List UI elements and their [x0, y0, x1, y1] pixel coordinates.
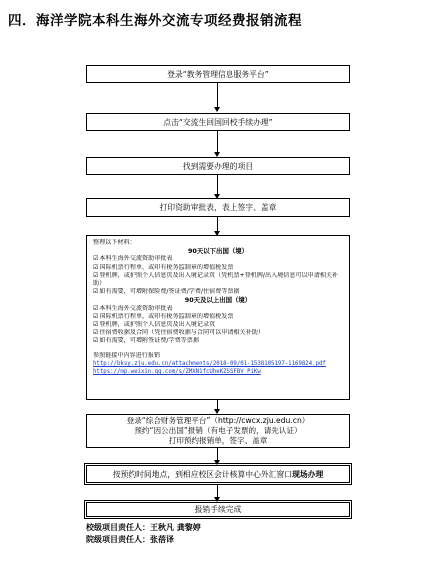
- step-login-edu-platform: [86, 65, 350, 83]
- reimb-line-book: 预约“因公出国”报销（有电子发票的，请先认证）: [134, 426, 302, 435]
- step-finance-platform-booking: [86, 414, 350, 448]
- step-click-return-procedure: [86, 113, 350, 131]
- flow-arrow: [217, 131, 218, 156]
- checklist-item: ☑ 住宿费收据及合同（凭住宿费收据与合同可以申请相关补助）: [93, 329, 343, 337]
- responsible-school: 校级项目责任人：王秋凡 龚黎婷: [86, 523, 201, 532]
- flow-arrow: [217, 400, 218, 413]
- responsible-college: 院级项目责任人：张蓓译: [86, 535, 174, 544]
- section-title-under-90: 90天以下出国（境）: [187, 247, 249, 256]
- onsite-bold: 现场办理: [292, 469, 324, 479]
- materials-box: [86, 235, 350, 400]
- reimb-line-login: 登录“综合财务管理平台”（http://cwcx.zju.edu.cn）: [126, 416, 310, 425]
- checklist-item: [93, 272, 343, 288]
- materials-intro: 整理以下材料：: [93, 239, 136, 246]
- checklist-item-text: 登机牌，或护照个人信息页及出入境记录页（凭机票+登机牌/出入境信息可以申请相关补助）: [93, 271, 339, 288]
- step-finished: [86, 502, 350, 517]
- flow-arrow: [217, 484, 218, 501]
- checklist-item: ☑ 如有需要，可增附签证费/学费等票据: [93, 337, 343, 345]
- reimb-line-print: 打印预约报销单，签字、盖章: [168, 436, 268, 445]
- flow-arrow: [217, 83, 218, 111]
- finish-label: 报销手续完成: [194, 505, 242, 514]
- step-click-label: 点击“交流生回国回校手续办理”: [163, 117, 273, 127]
- checklist-item: ☑ 国际机票行程单，或印有税务监制章的增值税发票: [93, 313, 343, 321]
- step-onsite-processing: [86, 465, 350, 483]
- flow-arrow: [217, 175, 218, 198]
- step-print-label: 打印资助审批表，表上签字、盖章: [159, 203, 277, 212]
- step-print-approval-form: [86, 198, 350, 217]
- page-title: 四．海洋学院本科生海外交流专项经费报销流程: [8, 13, 302, 29]
- onsite-text: 按预约时间地点，到相应校区会计核算中心外汇窗口: [112, 469, 293, 479]
- flow-arrow: [217, 448, 218, 464]
- step-find-label: 找到需要办理的项目: [182, 161, 254, 171]
- reference-link-pdf[interactable]: http://bksy.zju.edu.cn/attachments/2018-09/01-1538105197-1169824.pdf: [93, 360, 326, 367]
- checklist-item: ☑ 本科生海外交流资助审批表: [93, 255, 343, 263]
- checklist-item: ☑ 国际机票行程单，或印有税务监制章的增值税发票: [93, 264, 343, 272]
- step-find-project: [86, 157, 350, 175]
- step-login-label: 登录“教务管理信息服务平台”: [167, 69, 269, 79]
- section-title-over-90: 90天及以上出国（境）: [184, 296, 252, 305]
- checklist-item: ☑ 本科生海外交流资助审批表: [93, 305, 343, 313]
- flow-arrow: [217, 217, 218, 235]
- reference-label: 参照链接中内容进行报销: [93, 351, 161, 359]
- reference-link-weixin[interactable]: https://mp.weixin.qq.com/s/ZMXN1fcUheKZSSFBV_PiKw: [93, 369, 261, 376]
- checklist-item: ☑ 登机牌，或护照个人信息页及出入境记录页: [93, 321, 343, 329]
- checklist-item: ☑ 如有需要，可增附保险费/签证费/学费/住宿费等票据: [93, 288, 343, 296]
